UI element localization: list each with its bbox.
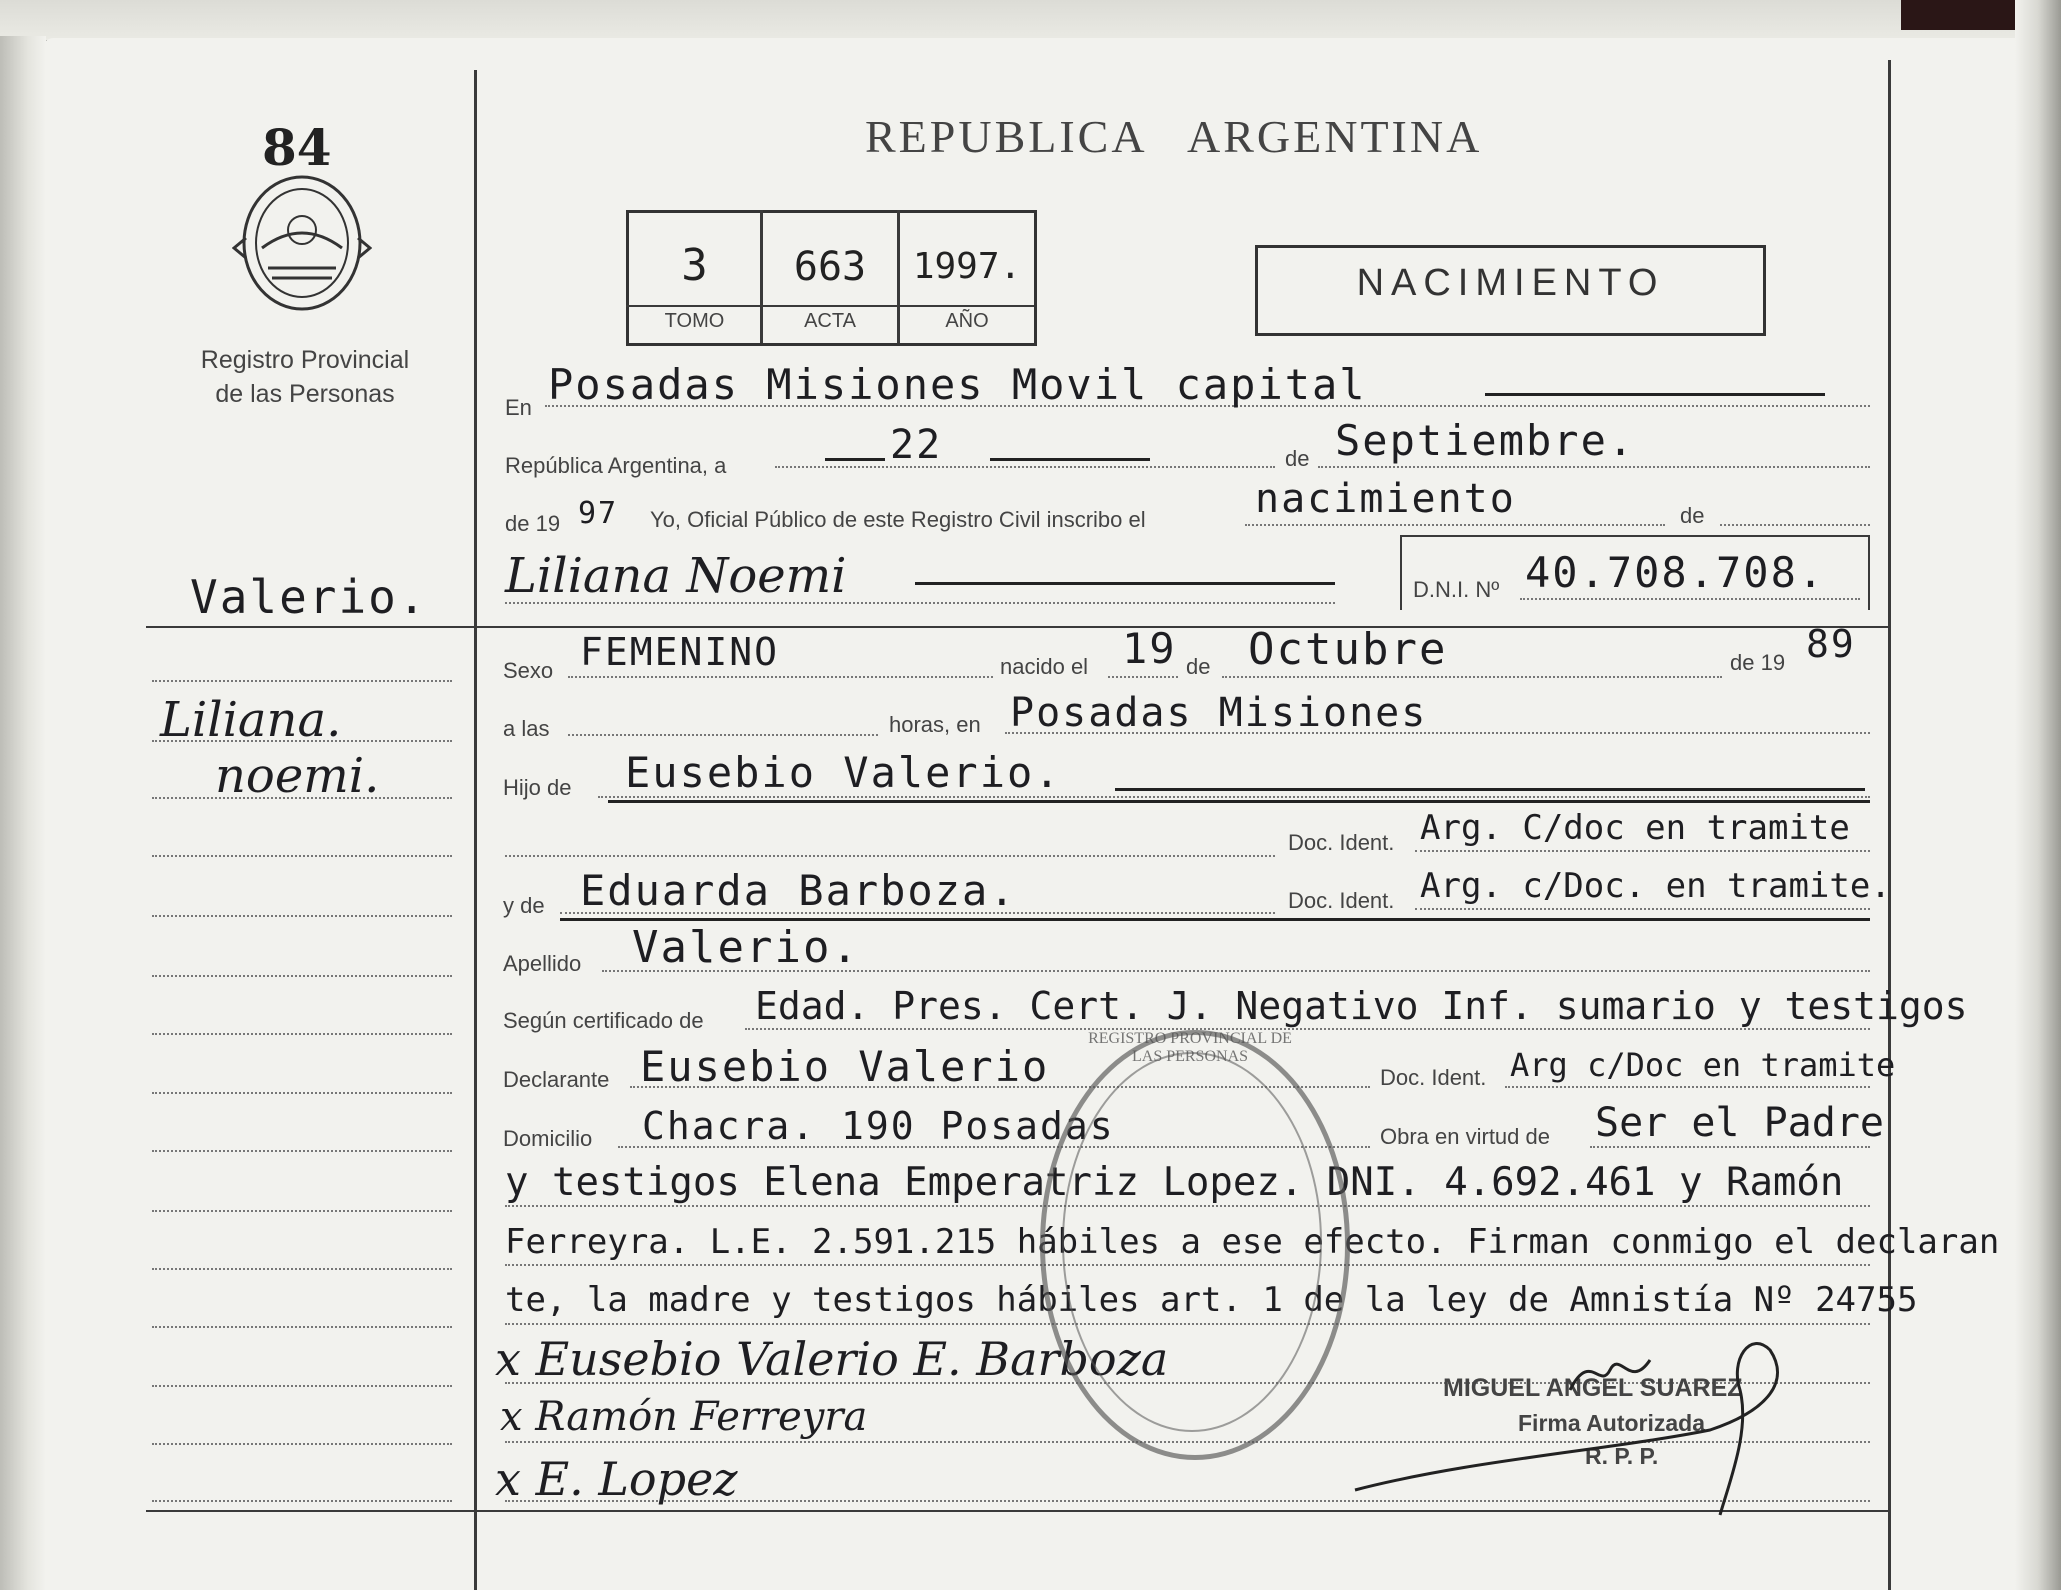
page-number: 84 [262, 118, 332, 177]
round-stamp-inner [1062, 1052, 1322, 1432]
margin-rule [152, 1033, 452, 1035]
name-rule [505, 602, 1335, 604]
dni-box-right [1868, 535, 1870, 610]
segun-value: Edad. Pres. Cert. J. Negativo Inf. sumario y testigos [755, 984, 1968, 1028]
official-name: MIGUEL ANGEL SUAREZ [1443, 1374, 1743, 1402]
section-divider [146, 626, 1891, 628]
margin-rule [152, 680, 452, 682]
margin-rule [152, 1443, 452, 1445]
right-border [1888, 60, 1891, 1590]
margin-rule [152, 855, 452, 857]
declarante-label: Declarante [503, 1067, 610, 1092]
dni-value: 40.708.708. [1525, 548, 1826, 597]
margin-rule [152, 1268, 452, 1270]
de-label-2: de [1680, 503, 1705, 528]
margin-rule [152, 915, 452, 917]
sexo-label: Sexo [503, 658, 554, 683]
day-fill-line [990, 458, 1150, 461]
alas-label: a las [503, 716, 550, 741]
day-value: 22 [890, 422, 943, 468]
margin-rule [152, 1500, 452, 1502]
birth-year-prefix: de 19 [1730, 650, 1786, 675]
obra-rule [1590, 1146, 1870, 1148]
en-label: En [505, 395, 532, 420]
margin-rule [152, 975, 452, 977]
birth-year: 89 [1806, 622, 1856, 666]
official-org: R. P. P. [1585, 1443, 1659, 1469]
father-value: Eusebio Valerio. [625, 748, 1062, 797]
tomo-label: TOMO [664, 310, 725, 332]
book-binding-right [2015, 0, 2061, 1590]
margin-rule [152, 1150, 452, 1152]
obra-label: Obra en virtud de [1380, 1124, 1550, 1149]
apellido-label: Apellido [503, 951, 582, 976]
year-value: 97 [578, 496, 619, 531]
name-fill-line [915, 582, 1335, 585]
mother-doc-rule [1415, 908, 1870, 910]
dni-box-left [1400, 535, 1402, 610]
agency-line1: Registro Provincial [200, 346, 410, 374]
acta-value: 663 [793, 244, 867, 290]
sexo-rule [568, 676, 993, 678]
margin-rule [152, 797, 452, 799]
domicilio-label: Domicilio [503, 1126, 593, 1151]
margin-rule [152, 740, 452, 742]
hijo-label: Hijo de [503, 775, 572, 800]
margin-given-1: Liliana. [160, 692, 342, 748]
year-prefix: de 19 [505, 511, 561, 536]
day-rule [775, 466, 1275, 468]
day-fill-line [825, 458, 885, 461]
yde-label: y de [503, 893, 545, 918]
mother-value: Eduarda Barboza. [580, 866, 1017, 915]
de-rule [1720, 524, 1870, 526]
text-line-2: Ferreyra. L.E. 2.591.215 hábiles a ese efecto. Firman conmigo el declaran [505, 1222, 2000, 1262]
birth-day: 19 [1122, 624, 1177, 673]
dni-rule [1520, 598, 1860, 600]
signature-3: x E. Lopez [495, 1452, 738, 1506]
signature-2: x Ramón Ferreyra [500, 1394, 868, 1440]
republica-label: República Argentina, a [505, 453, 727, 478]
father-doc: Arg. C/doc en tramite [1420, 808, 1850, 848]
sexo-value: FEMENINO [580, 630, 780, 674]
official-role: Firma Autorizada [1518, 1410, 1706, 1436]
nacido-label: nacido el [1000, 654, 1089, 679]
margin-surname: Valerio. [190, 570, 428, 624]
mother-doc: Arg. c/Doc. en tramite. [1420, 866, 1891, 906]
father-fill-line-2 [608, 800, 1870, 803]
domicilio-value: Chacra. 190 Posadas [642, 1104, 1115, 1148]
margin-divider [474, 70, 477, 1590]
text-line-3: te, la madre y testigos hábiles art. 1 de la ley de Amnistía Nº 24755 [505, 1280, 1918, 1320]
act-value: nacimiento [1255, 476, 1516, 522]
en-value: Posadas Misiones Movil capital [548, 360, 1367, 409]
margin-rule [152, 1210, 452, 1212]
obra-value: Ser el Padre [1595, 1100, 1884, 1146]
dni-label: D.N.I. Nº [1413, 577, 1500, 602]
father-fill-line [1115, 788, 1865, 791]
round-stamp-text: REGISTRO PROVINCIAL DE LAS PERSONAS [1088, 1030, 1292, 1065]
register-label-rule [626, 305, 1034, 307]
month-value: Septiembre. [1335, 416, 1636, 465]
alas-rule [568, 734, 878, 736]
declarante-value: Eusebio Valerio [640, 1042, 1050, 1091]
official-signature-icon [1350, 1330, 1830, 1520]
margin-rule [152, 1326, 452, 1328]
birth-month: Octubre [1248, 624, 1448, 675]
father-extra-rule [505, 855, 1275, 857]
dni-box-top [1400, 535, 1870, 537]
act-rule [1245, 524, 1665, 526]
birth-month-rule [1222, 676, 1722, 678]
declarante-doc-rule [1505, 1086, 1870, 1088]
oficial-text: Yo, Oficial Público de este Registro Civil inscribo el [650, 507, 1146, 532]
apellido-value: Valerio. [632, 922, 860, 973]
mother-doc-label: Doc. Ident. [1288, 888, 1395, 913]
de-label-3: de [1186, 654, 1211, 679]
segun-label: Según certificado de [503, 1008, 704, 1033]
father-doc-label: Doc. Ident. [1288, 830, 1395, 855]
acta-label: ACTA [804, 310, 856, 332]
en-fill-line [1485, 393, 1825, 396]
country-title: REPUBLICA ARGENTINA [865, 111, 1483, 162]
tomo-value: 3 [681, 240, 708, 291]
birth-day-rule [1108, 676, 1178, 678]
anio-label: AÑO [945, 310, 989, 332]
margin-rule [152, 1092, 452, 1094]
declarante-doc-label: Doc. Ident. [1380, 1065, 1487, 1090]
father-doc-rule [1415, 850, 1870, 852]
book-top-edge [0, 0, 2061, 40]
name-value: Liliana Noemi [505, 548, 847, 604]
horas-label: horas, en [889, 712, 981, 737]
text-line-1: y testigos Elena Emperatriz Lopez. DNI. 4.692.461 y Ramón [505, 1160, 1844, 1205]
margin-rule [152, 1385, 452, 1387]
declarante-doc: Arg c/Doc en tramite [1510, 1046, 1896, 1084]
de-label: de [1285, 446, 1310, 471]
margin-given-2: noemi. [215, 748, 380, 804]
book-binding-left [0, 36, 46, 1590]
mother-fill-line [560, 918, 1870, 921]
segun-rule [745, 1028, 1870, 1030]
province-seal-icon [232, 168, 372, 318]
agency-line2: de las Personas [215, 380, 395, 408]
anio-value: 1997. [912, 246, 1022, 287]
record-type: NACIMIENTO [1356, 262, 1665, 304]
month-rule [1318, 466, 1870, 468]
signature-1: x Eusebio Valerio E. Barboza [495, 1332, 1169, 1386]
birth-place: Posadas Misiones [1010, 690, 1428, 736]
